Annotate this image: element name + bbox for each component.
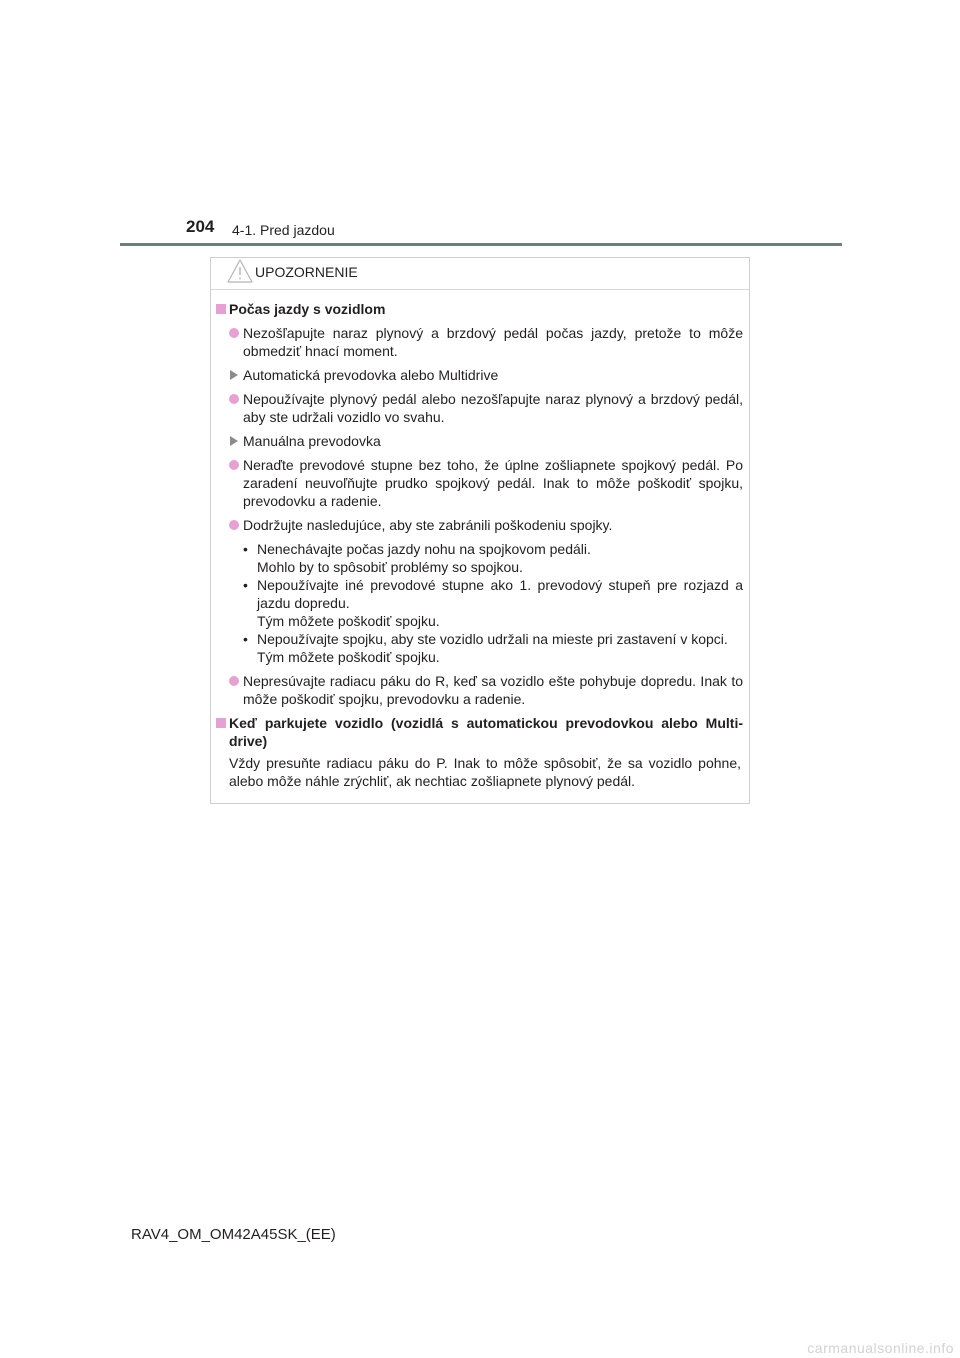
sub-item-line: Tým môžete poškodiť spojku. bbox=[257, 649, 440, 665]
round-bullet-icon bbox=[229, 676, 239, 686]
caution-header bbox=[211, 258, 749, 290]
section-title: 4-1. Pred jazdou bbox=[232, 222, 335, 238]
sub-bullet-marker: • bbox=[243, 631, 248, 647]
round-bullet-icon bbox=[229, 520, 239, 530]
sub-item-line: Tým môžete poškodiť spojku. bbox=[257, 613, 440, 629]
triangle-marker-icon bbox=[230, 370, 238, 380]
subsection-automatic-label: Automatická prevodovka alebo Multidrive bbox=[243, 367, 499, 383]
sub-bullet-marker: • bbox=[243, 577, 248, 593]
square-bullet-icon bbox=[216, 304, 226, 314]
footer-code: RAV4_OM_OM42A45SK_(EE) bbox=[131, 1226, 336, 1243]
subsection-manual-label: Manuálna prevodovka bbox=[243, 433, 381, 449]
sub-item-line: Mohlo by to spôsobiť problémy so spojkou. bbox=[257, 559, 523, 575]
sub-item bbox=[243, 540, 743, 576]
caution-content bbox=[211, 294, 751, 790]
heading-driving bbox=[211, 300, 751, 318]
bullet-item bbox=[211, 324, 751, 360]
sub-item-line: Nepoužívajte spojku, aby ste vozidlo udržali na mieste pri zastavení v kopci. bbox=[257, 631, 728, 647]
bullet-text: Nepoužívajte plynový pedál alebo nezošľapujte naraz plynový a brzdový pedál, aby ste udržali vozidlo vo svahu. bbox=[243, 391, 743, 425]
bullet-item bbox=[211, 456, 751, 510]
round-bullet-icon bbox=[229, 460, 239, 470]
bullet-text: Nezošľapujte naraz plynový a brzdový pedál počas jazdy, pretože to môže obmedziť hnací moment. bbox=[243, 325, 743, 359]
round-bullet-icon bbox=[229, 328, 239, 338]
sub-bullet-marker: • bbox=[243, 541, 248, 557]
heading-driving-text: Počas jazdy s vozidlom bbox=[229, 301, 386, 317]
caution-title: UPOZORNENIE bbox=[255, 264, 358, 280]
square-bullet-icon bbox=[216, 718, 226, 728]
subsection-automatic bbox=[211, 366, 751, 384]
bullet-text: Nepresúvajte radiacu páku do R, keď sa vozidlo ešte pohybuje dopredu. Inak to môže poškodiť spojku, prevodovku a radenie. bbox=[243, 673, 743, 707]
sub-item bbox=[243, 630, 743, 666]
heading-parking-text: Keď parkujete vozidlo (vozidlá s automatickou prevodovkou alebo Multi-drive) bbox=[229, 715, 743, 749]
header-rule bbox=[120, 243, 842, 246]
parking-paragraph: Vždy presuňte radiacu páku do P. Inak to môže spôsobiť, že sa vozidlo pohne, alebo môže náhle zrýchliť, ak nechtiac zošliapnete plynový pedál. bbox=[229, 755, 741, 789]
bullet-item bbox=[211, 390, 751, 426]
round-bullet-icon bbox=[229, 394, 239, 404]
sub-item-line: Nepoužívajte iné prevodové stupne ako 1. prevodový stupeň pre rozjazd a jazdu dopredu. bbox=[257, 577, 743, 611]
subsection-manual bbox=[211, 432, 751, 450]
page-number: 204 bbox=[186, 217, 215, 236]
sub-item bbox=[243, 576, 743, 630]
warning-triangle-icon bbox=[227, 259, 253, 283]
sub-list bbox=[211, 540, 751, 666]
heading-parking bbox=[211, 714, 751, 750]
watermark: carmanualsonline.info bbox=[807, 1340, 954, 1356]
triangle-marker-icon bbox=[230, 436, 238, 446]
bullet-text: Dodržujte nasledujúce, aby ste zabránili poškodeniu spojky. bbox=[243, 517, 613, 533]
caution-box bbox=[210, 257, 750, 804]
bullet-item bbox=[211, 516, 751, 534]
bullet-text: Neraďte prevodové stupne bez toho, že úplne zošliapnete spojkový pedál. Po zaradení neuvoľňujte prudko spojkový pedál. Inak to môže poškodiť spojku, prevodovku a radenie. bbox=[243, 457, 743, 509]
sub-item-line: Nenechávajte počas jazdy nohu na spojkovom pedáli. bbox=[257, 541, 591, 557]
bullet-item bbox=[211, 672, 751, 708]
